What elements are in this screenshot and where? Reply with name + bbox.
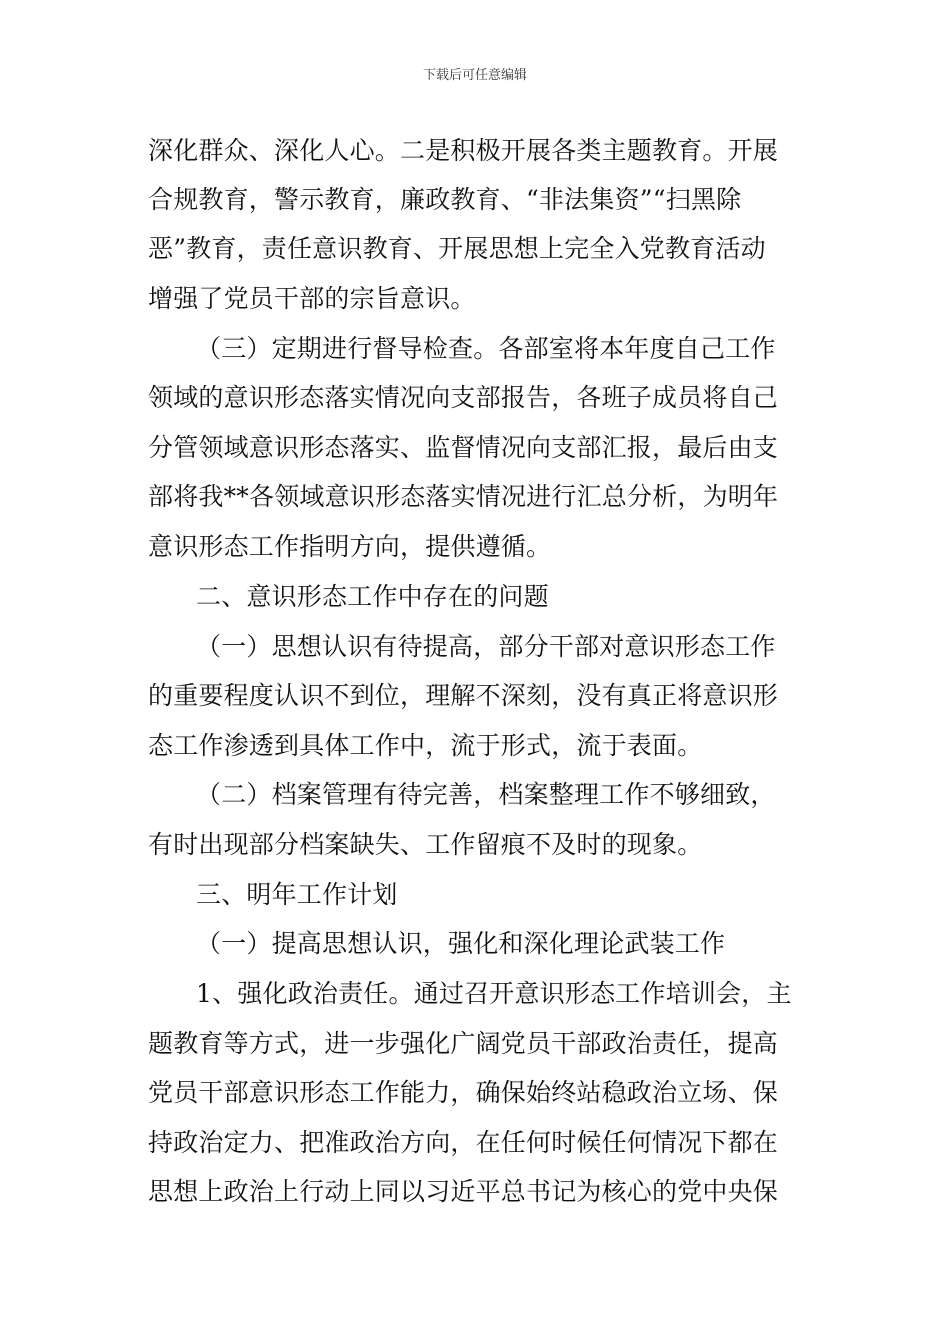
text-line: 态工作渗透到具体工作中，流于形式，流于表面。 xyxy=(148,731,703,760)
text-line: 有时出现部分档案缺失、工作留痕不及时的现象。 xyxy=(148,830,703,859)
text-line: （一）思想认识有待提高，部分干部对意识形态工作 xyxy=(196,632,776,661)
text-line: 党员干部意识形态工作能力，确保始终站稳政治立场、保 xyxy=(148,1078,779,1107)
text-line: 合规教育，警示教育，廉政教育、“非法集资”“扫黑除 xyxy=(148,185,742,214)
text-line: 恶”教育，责任意识教育、开展思想上完全入党教育活动 xyxy=(148,234,766,263)
text-line: 意识形态工作指明方向，提供遵循。 xyxy=(148,532,552,561)
text-line: 部将我**各领域意识形态落实情况进行汇总分析，为明年 xyxy=(148,482,779,511)
text-line: 思想上政治上行动上同以习近平总书记为核心的党中央保 xyxy=(148,1177,779,1206)
subsection-heading: （一）提高思想认识，强化和深化理论武装工作 xyxy=(196,929,726,958)
text-line: （二）档案管理有待完善，档案整理工作不够细致， xyxy=(196,780,776,809)
text-line: 增强了党员干部的宗旨意识。 xyxy=(148,284,476,313)
text-line: 领域的意识形态落实情况向支部报告，各班子成员将自己 xyxy=(148,383,779,412)
section-heading: 三、明年工作计划 xyxy=(196,880,398,909)
text-line: 题教育等方式，进一步强化广阔党员干部政治责任，提高 xyxy=(148,1029,779,1058)
text-line: （三）定期进行督导检查。各部室将本年度自己工作 xyxy=(196,334,776,363)
text-line: 分管领域意识形态落实、监督情况向支部汇报，最后由支 xyxy=(148,433,779,462)
text-line: 深化群众、深化人心。二是积极开展各类主题教育。开展 xyxy=(148,136,779,165)
text-line: 持政治定力、把准政治方向，在任何时候任何情况下都在 xyxy=(148,1128,779,1157)
section-heading: 二、意识形态工作中存在的问题 xyxy=(196,582,549,611)
page-header: 下载后可任意编辑 xyxy=(422,68,527,83)
text-line: 的重要程度认识不到位，理解不深刻，没有真正将意识形 xyxy=(148,681,779,710)
text-line: 1、强化政治责任。通过召开意识形态工作培训会，主 xyxy=(196,979,792,1008)
